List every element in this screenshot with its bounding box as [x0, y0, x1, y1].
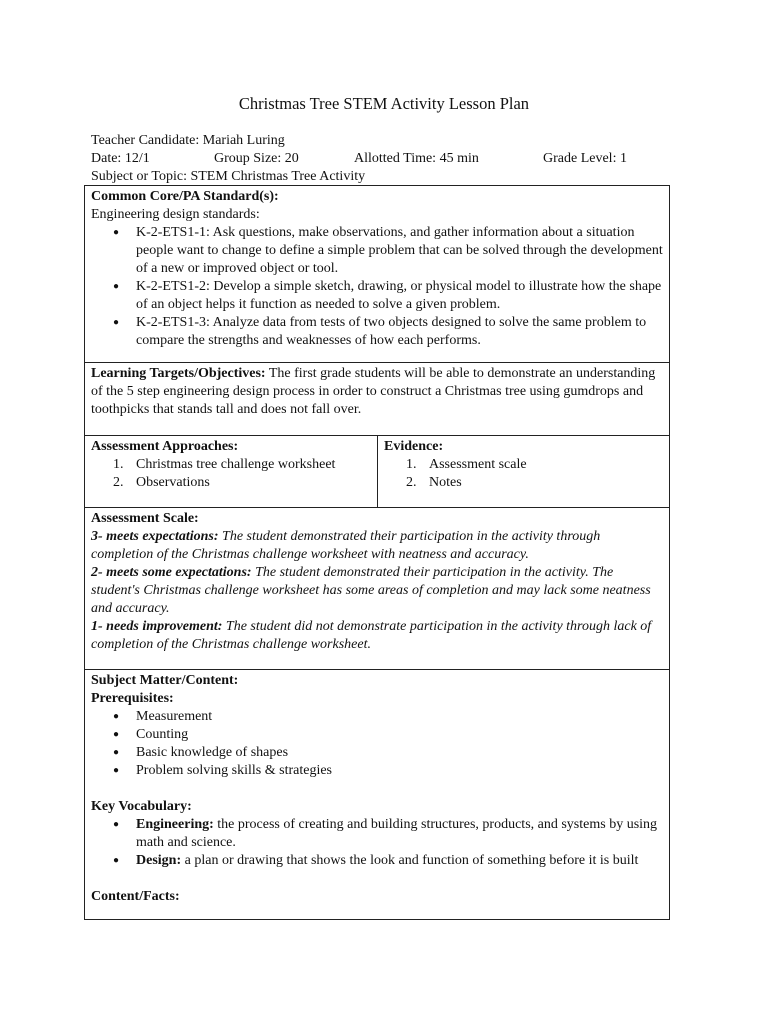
list-item: ● Basic knowledge of shapes [91, 744, 663, 762]
scale-text: The student demonstrated their participation in the activity. The student's Christmas challenge worksheet has some areas of completion and may lack some neatness and accuracy. [91, 565, 651, 616]
scale-level-1 [91, 618, 663, 654]
prerequisites-list [91, 708, 663, 780]
grade-level: Grade Level: 1 [543, 151, 627, 166]
assessment-cell [85, 436, 669, 508]
list-number: 1. [406, 457, 417, 472]
group-size: Group Size: 20 [214, 151, 299, 166]
list-text: Observations [136, 475, 210, 490]
list-number: 2. [406, 475, 417, 490]
list-item: ● K-2-ETS1-1: Ask questions, make observations, and gather information about a situation people want to change to define a simple problem that can be solved through the development of a new or improved object or tool. [91, 224, 663, 278]
list-item [91, 456, 371, 474]
allotted-time: Allotted Time: 45 min [354, 151, 479, 166]
list-item: ● K-2-ETS1-2: Develop a simple sketch, drawing, or physical model to illustrate how the shape of an object helps it function as needed to solve a given problem. [91, 278, 663, 314]
objectives-text: The first grade students will be able to demonstrate an understanding of the 5 step engineering design process in order to construct a Christmas tree using gumdrops and toothpicks that stands tall and does not fall over. [91, 366, 656, 417]
evidence-heading: Evidence: [384, 439, 444, 454]
assessment-approaches [85, 436, 377, 507]
standards-heading: Common Core/PA Standard(s): [91, 189, 279, 204]
list-item [384, 456, 665, 474]
scale-heading: Assessment Scale: [91, 511, 199, 526]
scale-level-3 [91, 528, 663, 564]
list-item [91, 852, 663, 870]
list-item: ● Problem solving skills & strategies [91, 762, 663, 780]
spacer [91, 870, 663, 888]
list-number: 2. [113, 475, 124, 490]
objectives-heading: Learning Targets/Objectives: [91, 366, 266, 381]
key-vocabulary-heading: Key Vocabulary: [91, 799, 192, 814]
list-text: Assessment scale [429, 457, 527, 472]
vocab-definition: a plan or drawing that shows the look and function of something before it is built [181, 853, 639, 868]
list-text: Christmas tree challenge worksheet [136, 457, 336, 472]
list-item [384, 474, 665, 492]
content-facts-heading: Content/Facts: [91, 889, 180, 904]
list-item [91, 474, 371, 492]
list-text: Notes [429, 475, 462, 490]
assessment-evidence [378, 436, 671, 507]
evidence-list [384, 456, 665, 492]
subject-matter-heading: Subject Matter/Content: [91, 673, 239, 688]
document-title: Christmas Tree STEM Activity Lesson Plan [238, 94, 530, 113]
approaches-list [91, 456, 371, 492]
lesson-plan-table [84, 185, 670, 920]
list-number: 1. [113, 457, 124, 472]
list-item: ● K-2-ETS1-3: Analyze data from tests of two objects designed to solve the same problem to compare the strengths and weaknesses of how each performs. [91, 314, 663, 350]
vocabulary-list [91, 816, 663, 870]
scale-level-2 [91, 564, 663, 618]
standards-cell [85, 186, 669, 363]
scale-text: The student did not demonstrate participation in the activity through lack of completion of the Christmas challenge worksheet. [91, 619, 652, 652]
scale-label: 3- meets expectations: [91, 529, 219, 544]
vocab-definition: the process of creating and building structures, products, and systems by using math and science. [136, 817, 658, 850]
assessment-scale-cell [85, 508, 669, 670]
scale-text: The student demonstrated their participation in the activity through completion of the Christmas challenge worksheet with neatness and accuracy. [91, 529, 601, 562]
vocab-term: Design: [136, 853, 182, 868]
approaches-heading: Assessment Approaches: [91, 439, 239, 454]
list-item [91, 816, 663, 852]
teacher-candidate: Teacher Candidate: Mariah Luring [91, 133, 285, 148]
list-item: ● Counting [91, 726, 663, 744]
list-item: ● Measurement [91, 708, 663, 726]
scale-label: 2- meets some expectations: [91, 565, 252, 580]
subject-matter-cell [85, 670, 669, 919]
prerequisites-heading: Prerequisites: [91, 691, 174, 706]
date: Date: 12/1 [91, 151, 150, 166]
subject-topic: Subject or Topic: STEM Christmas Tree Activity [91, 169, 366, 184]
standards-list [91, 224, 663, 350]
spacer [91, 780, 663, 798]
standards-intro: Engineering design standards: [91, 207, 260, 222]
objectives-cell [85, 363, 669, 436]
scale-label: 1- needs improvement: [91, 619, 223, 634]
vocab-term: Engineering: [136, 817, 214, 832]
